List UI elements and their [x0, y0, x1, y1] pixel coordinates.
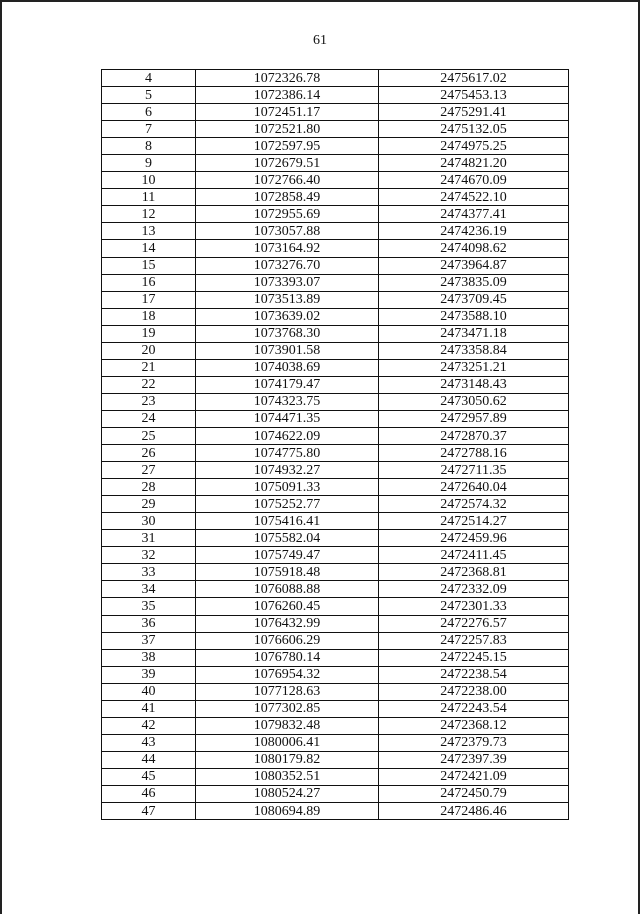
point-number-cell: 47 — [102, 803, 196, 820]
y-coordinate-cell: 2474522.10 — [379, 189, 569, 206]
table-row — [102, 598, 569, 615]
y-coordinate-cell: 2473471.18 — [379, 325, 569, 342]
table-row — [102, 138, 569, 155]
x-coordinate-cell: 1074932.27 — [196, 462, 379, 479]
y-coordinate-cell: 2474821.20 — [379, 155, 569, 172]
table-row — [102, 410, 569, 427]
point-number-cell: 24 — [102, 410, 196, 427]
table-row — [102, 70, 569, 87]
table-row — [102, 615, 569, 632]
y-coordinate-cell: 2474377.41 — [379, 206, 569, 223]
coordinates-table-body — [102, 70, 569, 820]
x-coordinate-cell: 1072955.69 — [196, 206, 379, 223]
point-number-cell: 22 — [102, 376, 196, 393]
point-number-cell: 30 — [102, 513, 196, 530]
y-coordinate-cell: 2472574.32 — [379, 496, 569, 513]
y-coordinate-cell: 2472459.96 — [379, 530, 569, 547]
x-coordinate-cell: 1075091.33 — [196, 479, 379, 496]
point-number-cell: 16 — [102, 274, 196, 291]
y-coordinate-cell: 2472788.16 — [379, 445, 569, 462]
y-coordinate-cell: 2475453.13 — [379, 87, 569, 104]
y-coordinate-cell: 2472397.39 — [379, 751, 569, 768]
point-number-cell: 9 — [102, 155, 196, 172]
point-number-cell: 44 — [102, 751, 196, 768]
point-number-cell: 29 — [102, 496, 196, 513]
table-row — [102, 393, 569, 410]
y-coordinate-cell: 2472640.04 — [379, 479, 569, 496]
y-coordinate-cell: 2472368.81 — [379, 564, 569, 581]
x-coordinate-cell: 1074775.80 — [196, 445, 379, 462]
point-number-cell: 40 — [102, 683, 196, 700]
y-coordinate-cell: 2472870.37 — [379, 427, 569, 444]
x-coordinate-cell: 1072597.95 — [196, 138, 379, 155]
table-row — [102, 581, 569, 598]
x-coordinate-cell: 1074323.75 — [196, 393, 379, 410]
page-border-top — [0, 0, 640, 2]
point-number-cell: 46 — [102, 785, 196, 802]
table-row — [102, 240, 569, 257]
x-coordinate-cell: 1072521.80 — [196, 121, 379, 138]
y-coordinate-cell: 2475132.05 — [379, 121, 569, 138]
point-number-cell: 14 — [102, 240, 196, 257]
table-row — [102, 683, 569, 700]
y-coordinate-cell: 2472238.00 — [379, 683, 569, 700]
point-number-cell: 6 — [102, 104, 196, 121]
x-coordinate-cell: 1072386.14 — [196, 87, 379, 104]
point-number-cell: 8 — [102, 138, 196, 155]
x-coordinate-cell: 1075749.47 — [196, 547, 379, 564]
y-coordinate-cell: 2472514.27 — [379, 513, 569, 530]
x-coordinate-cell: 1080006.41 — [196, 734, 379, 751]
table-row — [102, 700, 569, 717]
table-row — [102, 547, 569, 564]
y-coordinate-cell: 2472301.33 — [379, 598, 569, 615]
y-coordinate-cell: 2472238.54 — [379, 666, 569, 683]
table-row — [102, 479, 569, 496]
x-coordinate-cell: 1073513.89 — [196, 291, 379, 308]
x-coordinate-cell: 1077128.63 — [196, 683, 379, 700]
y-coordinate-cell: 2472243.54 — [379, 700, 569, 717]
table-row — [102, 427, 569, 444]
table-row — [102, 308, 569, 325]
point-number-cell: 32 — [102, 547, 196, 564]
table-row — [102, 564, 569, 581]
y-coordinate-cell: 2473251.21 — [379, 359, 569, 376]
table-row — [102, 751, 569, 768]
table-row — [102, 206, 569, 223]
x-coordinate-cell: 1076954.32 — [196, 666, 379, 683]
point-number-cell: 10 — [102, 172, 196, 189]
table-row — [102, 87, 569, 104]
x-coordinate-cell: 1072858.49 — [196, 189, 379, 206]
point-number-cell: 27 — [102, 462, 196, 479]
coordinates-table — [101, 69, 569, 820]
table-row — [102, 121, 569, 138]
table-row — [102, 359, 569, 376]
x-coordinate-cell: 1080694.89 — [196, 803, 379, 820]
table-row — [102, 257, 569, 274]
point-number-cell: 12 — [102, 206, 196, 223]
point-number-cell: 36 — [102, 615, 196, 632]
x-coordinate-cell: 1080179.82 — [196, 751, 379, 768]
x-coordinate-cell: 1073393.07 — [196, 274, 379, 291]
x-coordinate-cell: 1074179.47 — [196, 376, 379, 393]
x-coordinate-cell: 1074038.69 — [196, 359, 379, 376]
table-row — [102, 291, 569, 308]
y-coordinate-cell: 2473964.87 — [379, 257, 569, 274]
table-row — [102, 768, 569, 785]
y-coordinate-cell: 2472276.57 — [379, 615, 569, 632]
y-coordinate-cell: 2472411.45 — [379, 547, 569, 564]
x-coordinate-cell: 1076606.29 — [196, 632, 379, 649]
x-coordinate-cell: 1076260.45 — [196, 598, 379, 615]
y-coordinate-cell: 2475617.02 — [379, 70, 569, 87]
x-coordinate-cell: 1073164.92 — [196, 240, 379, 257]
point-number-cell: 38 — [102, 649, 196, 666]
point-number-cell: 26 — [102, 445, 196, 462]
page-border-left — [0, 0, 2, 914]
table-row — [102, 632, 569, 649]
point-number-cell: 20 — [102, 342, 196, 359]
y-coordinate-cell: 2472379.73 — [379, 734, 569, 751]
point-number-cell: 13 — [102, 223, 196, 240]
x-coordinate-cell: 1075582.04 — [196, 530, 379, 547]
y-coordinate-cell: 2472257.83 — [379, 632, 569, 649]
y-coordinate-cell: 2473835.09 — [379, 274, 569, 291]
x-coordinate-cell: 1076432.99 — [196, 615, 379, 632]
point-number-cell: 37 — [102, 632, 196, 649]
x-coordinate-cell: 1080352.51 — [196, 768, 379, 785]
table-row — [102, 717, 569, 734]
table-row — [102, 513, 569, 530]
y-coordinate-cell: 2473050.62 — [379, 393, 569, 410]
table-row — [102, 189, 569, 206]
table-row — [102, 462, 569, 479]
table-row — [102, 172, 569, 189]
table-row — [102, 496, 569, 513]
point-number-cell: 17 — [102, 291, 196, 308]
x-coordinate-cell: 1073276.70 — [196, 257, 379, 274]
table-row — [102, 223, 569, 240]
point-number-cell: 23 — [102, 393, 196, 410]
point-number-cell: 42 — [102, 717, 196, 734]
x-coordinate-cell: 1072451.17 — [196, 104, 379, 121]
x-coordinate-cell: 1072766.40 — [196, 172, 379, 189]
table-row — [102, 104, 569, 121]
point-number-cell: 39 — [102, 666, 196, 683]
point-number-cell: 41 — [102, 700, 196, 717]
table-row — [102, 274, 569, 291]
point-number-cell: 45 — [102, 768, 196, 785]
y-coordinate-cell: 2473148.43 — [379, 376, 569, 393]
y-coordinate-cell: 2473358.84 — [379, 342, 569, 359]
table-row — [102, 445, 569, 462]
x-coordinate-cell: 1076780.14 — [196, 649, 379, 666]
table-row — [102, 325, 569, 342]
y-coordinate-cell: 2473709.45 — [379, 291, 569, 308]
point-number-cell: 15 — [102, 257, 196, 274]
y-coordinate-cell: 2472368.12 — [379, 717, 569, 734]
x-coordinate-cell: 1073057.88 — [196, 223, 379, 240]
y-coordinate-cell: 2472245.15 — [379, 649, 569, 666]
x-coordinate-cell: 1073768.30 — [196, 325, 379, 342]
x-coordinate-cell: 1074622.09 — [196, 427, 379, 444]
table-row — [102, 155, 569, 172]
y-coordinate-cell: 2472421.09 — [379, 768, 569, 785]
point-number-cell: 35 — [102, 598, 196, 615]
point-number-cell: 43 — [102, 734, 196, 751]
x-coordinate-cell: 1072326.78 — [196, 70, 379, 87]
y-coordinate-cell: 2472450.79 — [379, 785, 569, 802]
page-number: 61 — [313, 33, 327, 48]
point-number-cell: 5 — [102, 87, 196, 104]
point-number-cell: 25 — [102, 427, 196, 444]
point-number-cell: 34 — [102, 581, 196, 598]
point-number-cell: 11 — [102, 189, 196, 206]
point-number-cell: 33 — [102, 564, 196, 581]
y-coordinate-cell: 2472486.46 — [379, 803, 569, 820]
y-coordinate-cell: 2472711.35 — [379, 462, 569, 479]
point-number-cell: 21 — [102, 359, 196, 376]
y-coordinate-cell: 2475291.41 — [379, 104, 569, 121]
table-row — [102, 666, 569, 683]
x-coordinate-cell: 1072679.51 — [196, 155, 379, 172]
table-row — [102, 803, 569, 820]
x-coordinate-cell: 1073901.58 — [196, 342, 379, 359]
y-coordinate-cell: 2474098.62 — [379, 240, 569, 257]
table-row — [102, 530, 569, 547]
x-coordinate-cell: 1080524.27 — [196, 785, 379, 802]
y-coordinate-cell: 2474236.19 — [379, 223, 569, 240]
x-coordinate-cell: 1075416.41 — [196, 513, 379, 530]
y-coordinate-cell: 2472332.09 — [379, 581, 569, 598]
table-row — [102, 342, 569, 359]
point-number-cell: 19 — [102, 325, 196, 342]
table-row — [102, 376, 569, 393]
x-coordinate-cell: 1075252.77 — [196, 496, 379, 513]
x-coordinate-cell: 1075918.48 — [196, 564, 379, 581]
table-row — [102, 785, 569, 802]
point-number-cell: 18 — [102, 308, 196, 325]
y-coordinate-cell: 2474670.09 — [379, 172, 569, 189]
y-coordinate-cell: 2472957.89 — [379, 410, 569, 427]
y-coordinate-cell: 2474975.25 — [379, 138, 569, 155]
table-row — [102, 734, 569, 751]
point-number-cell: 7 — [102, 121, 196, 138]
point-number-cell: 28 — [102, 479, 196, 496]
x-coordinate-cell: 1079832.48 — [196, 717, 379, 734]
point-number-cell: 4 — [102, 70, 196, 87]
x-coordinate-cell: 1077302.85 — [196, 700, 379, 717]
x-coordinate-cell: 1073639.02 — [196, 308, 379, 325]
x-coordinate-cell: 1074471.35 — [196, 410, 379, 427]
y-coordinate-cell: 2473588.10 — [379, 308, 569, 325]
x-coordinate-cell: 1076088.88 — [196, 581, 379, 598]
table-row — [102, 649, 569, 666]
point-number-cell: 31 — [102, 530, 196, 547]
